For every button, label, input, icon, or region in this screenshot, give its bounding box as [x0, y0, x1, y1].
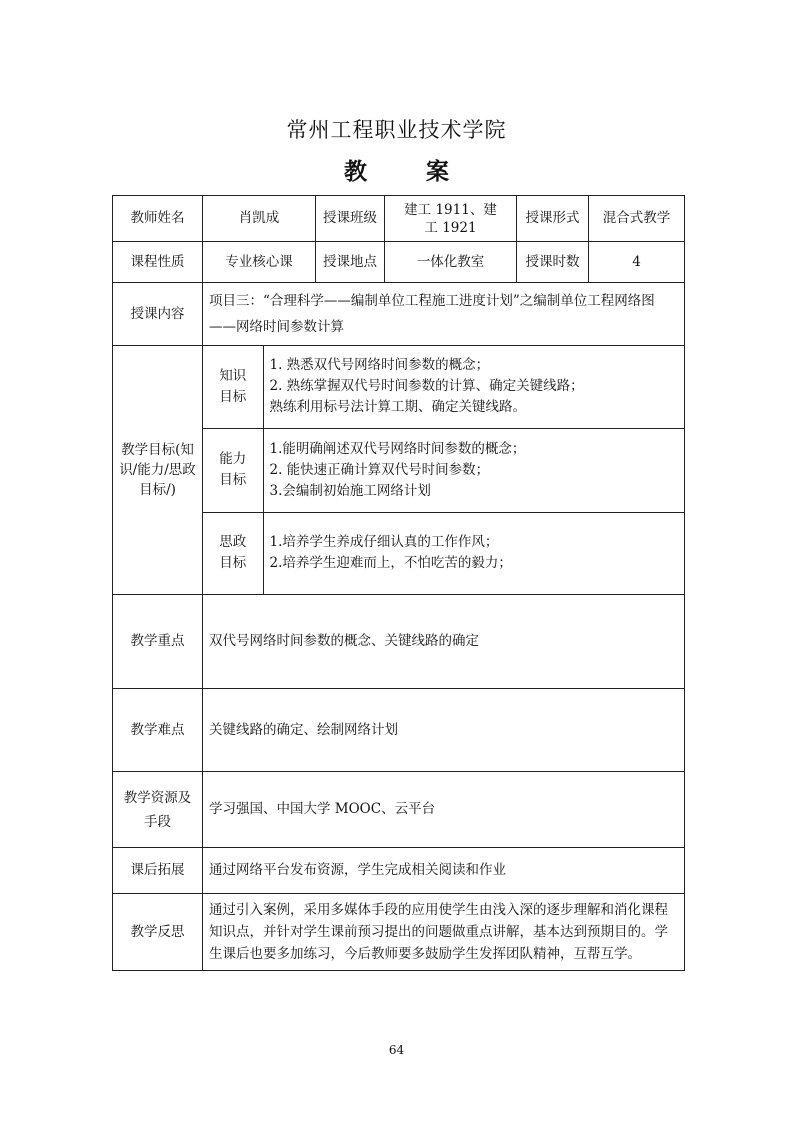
knowledge-row — [203, 346, 684, 428]
hours-value: 4 — [589, 242, 685, 283]
ability-line-3: 3.会编制初始施工网络计划 — [269, 482, 431, 499]
class-value: 建工 1911、建工 1921 — [385, 196, 517, 242]
teacher-value: 肖凯成 — [203, 196, 316, 242]
difficulties-label: 教学难点 — [113, 689, 203, 772]
ability-line-2: 2. 能快速正确计算双代号时间参数； — [269, 461, 490, 478]
school-name: 常州工程职业技术学院 — [286, 118, 507, 142]
difficulties-value: 关键线路的确定、绘制网络计划 — [203, 689, 685, 772]
form-value: 混合式教学 — [589, 196, 685, 242]
content-value: 项目三：“合理科学——编制单位工程施工进度计划”之编制单位工程网络图——网络时间参数计算 — [203, 283, 685, 346]
resources-label: 教学资源及手段 — [113, 772, 203, 848]
hours-label: 授课时数 — [517, 242, 589, 283]
knowledge-label: 知识目标 — [203, 346, 263, 428]
ability-line-1: 1.能明确阐述双代号网络时间参数的概念； — [269, 440, 526, 457]
objectives-label: 教学目标(知识/能力/思政目标/) — [113, 346, 203, 595]
lesson-plan-table — [112, 195, 685, 971]
class-label: 授课班级 — [316, 196, 385, 242]
knowledge-line-3: 熟练利用标号法计算工期、确定关键线路。 — [269, 399, 526, 416]
row-nature — [113, 242, 685, 283]
ideology-label: 思政目标 — [203, 512, 263, 594]
ideology-row — [203, 512, 684, 594]
key-points-value: 双代号网络时间参数的概念、关键线路的确定 — [203, 595, 685, 689]
resources-value: 学习强国、中国大学 MOOC、云平台 — [203, 772, 685, 848]
ideology-line-2: 2.培养学生迎难而上，不怕吃苦的毅力； — [269, 555, 512, 572]
content-label: 授课内容 — [113, 283, 203, 346]
objectives-subtable — [203, 346, 684, 594]
row-objectives — [113, 346, 685, 595]
row-key-points — [113, 595, 685, 689]
row-difficulties — [113, 689, 685, 772]
nature-label: 课程性质 — [113, 242, 203, 283]
ability-label: 能力目标 — [203, 428, 263, 512]
reflection-value: 通过引入案例，采用多媒体手段的应用使学生由浅入深的逐步理解和消化课程知识点，并针对学生课前预习提出的问题做重点讲解，基本达到预期目的。学生课后也要多加练习，今后教师要多鼓励学生发挥团队精神，互帮互学。 — [203, 894, 685, 971]
page-number: 64 — [388, 1043, 405, 1057]
knowledge-line-2: 2. 熟练掌握双代号时间参数的计算、确定关键线路； — [269, 378, 584, 395]
reflection-label: 教学反思 — [113, 894, 203, 971]
row-content — [113, 283, 685, 346]
ideology-line-1: 1.培养学生养成仔细认真的工作作风； — [269, 534, 499, 551]
place-label: 授课地点 — [316, 242, 385, 283]
nature-value: 专业核心课 — [203, 242, 316, 283]
document-type: 教 案 — [344, 158, 467, 185]
row-resources — [113, 772, 685, 848]
ability-row — [203, 428, 684, 512]
place-value: 一体化教室 — [385, 242, 517, 283]
form-label: 授课形式 — [517, 196, 589, 242]
teacher-label: 教师姓名 — [113, 196, 203, 242]
row-reflection — [113, 894, 685, 971]
knowledge-line-1: 1. 熟悉双代号网络时间参数的概念； — [269, 357, 490, 374]
extension-label: 课后拓展 — [113, 848, 203, 894]
extension-value: 通过网络平台发布资源，学生完成相关阅读和作业 — [203, 848, 685, 894]
row-extension — [113, 848, 685, 894]
key-points-label: 教学重点 — [113, 595, 203, 689]
row-teacher — [113, 196, 685, 242]
